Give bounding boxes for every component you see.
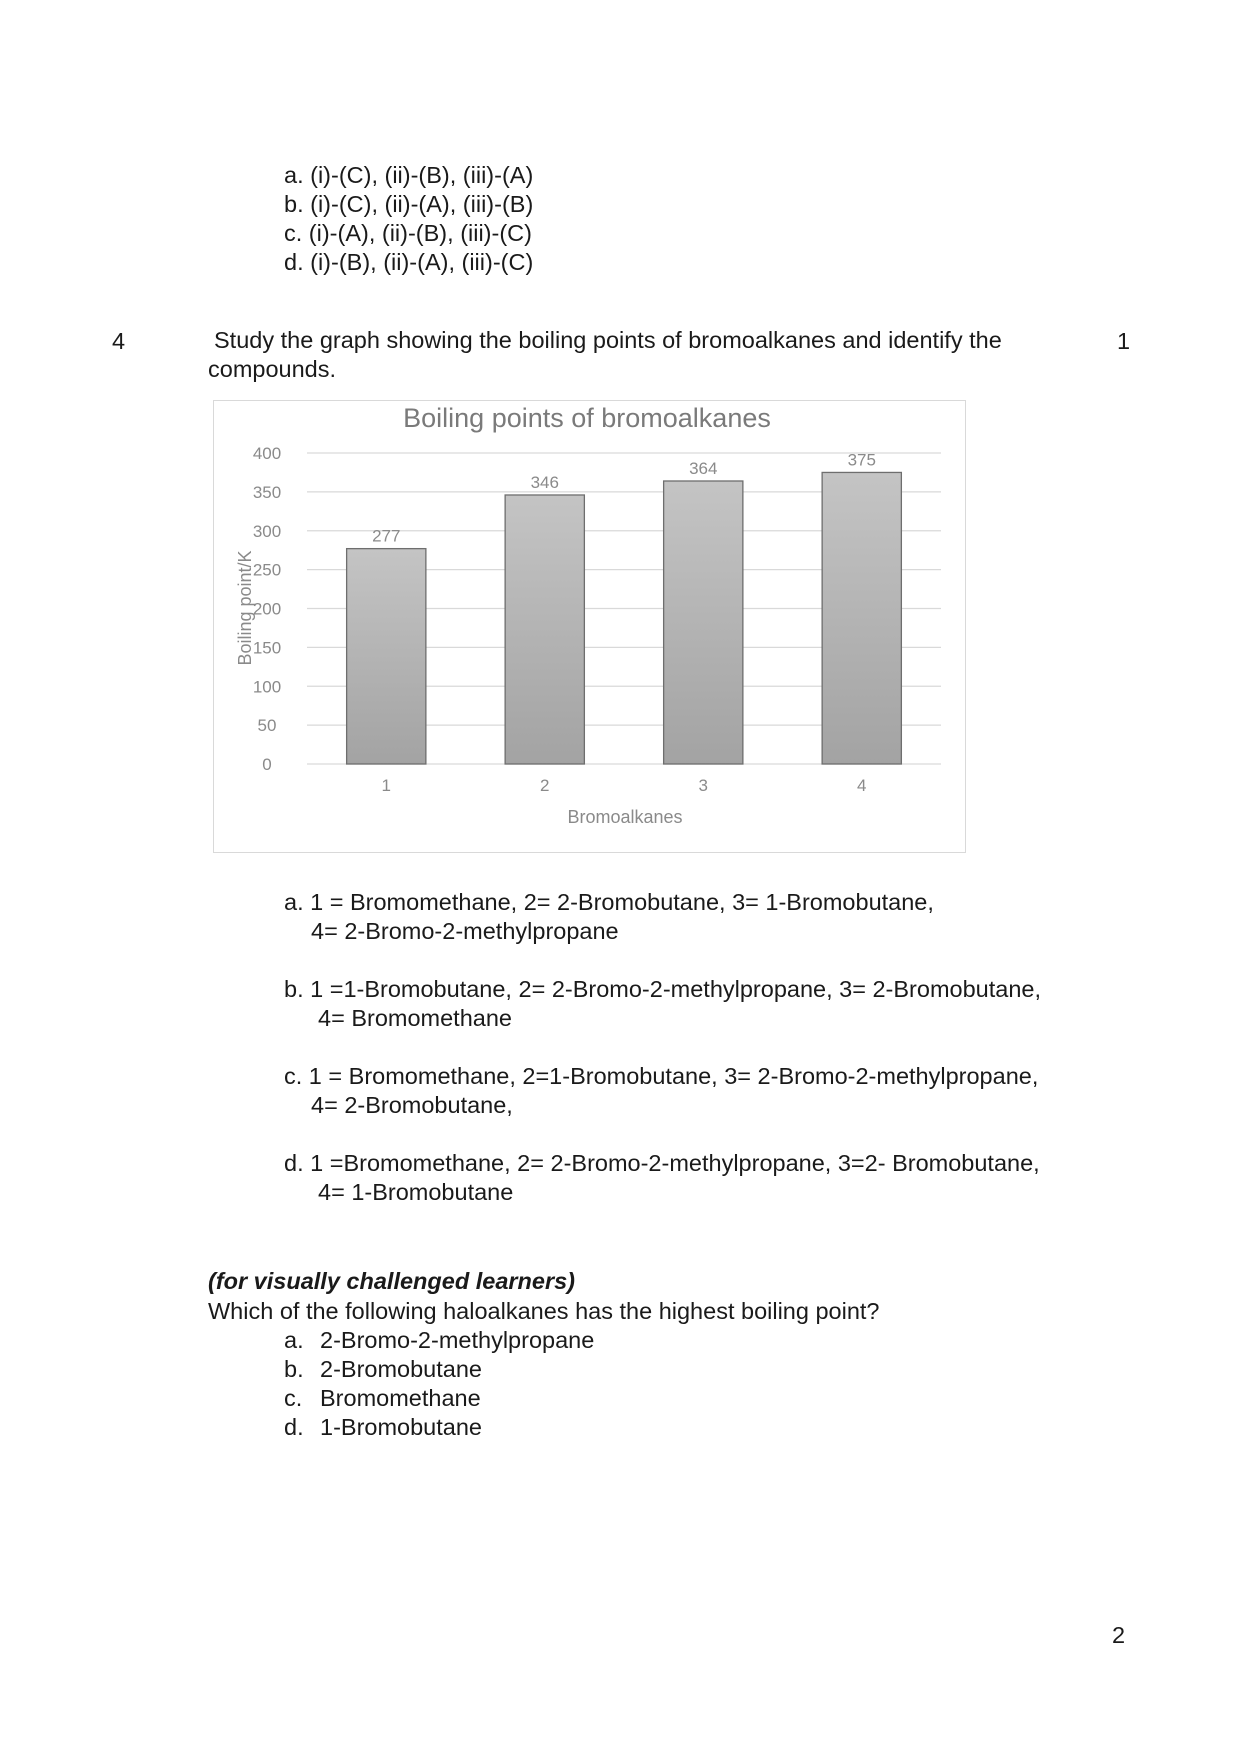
vc-option-letter: a.: [284, 1327, 304, 1353]
chart-bar: [822, 472, 901, 764]
chart-y-tick-label: 300: [252, 521, 282, 541]
vc-option-a: [284, 1326, 594, 1355]
vc-option-text: Bromomethane: [320, 1385, 481, 1411]
option-b-line1: b. 1 =1-Bromobutane, 2= 2-Bromo-2-methylpropane, 3= 2-Bromobutane,: [284, 976, 1042, 1002]
page-number: 2: [1112, 1622, 1126, 1648]
chart-y-tick-label: 200: [252, 599, 282, 619]
chart-data-label: 346: [530, 472, 559, 492]
vc-option-text: 2-Bromobutane: [320, 1356, 482, 1382]
chart-bars: [347, 472, 902, 764]
chart-y-tick-label: 400: [252, 444, 282, 463]
chart-y-tick-label: 100: [252, 677, 282, 697]
chart-y-tick-label: 150: [252, 638, 282, 658]
chart-y-tick-label: 50: [257, 716, 277, 736]
prev-option-d: d. (i)-(B), (ii)-(A), (iii)-(C): [284, 249, 534, 275]
question-marks: 1: [1117, 328, 1131, 354]
question-options: [284, 888, 1184, 1218]
chart-y-ticks: [253, 444, 281, 774]
chart-data-labels: [372, 450, 876, 545]
vc-option-b: [284, 1355, 482, 1384]
chart-x-ticks: [382, 776, 867, 795]
chart-x-tick-label: 3: [698, 776, 708, 795]
chart-y-tick-label: 0: [262, 755, 272, 774]
chart-y-tick-label: 350: [252, 482, 282, 502]
boiling-points-chart: [213, 400, 966, 853]
vc-option-letter: d.: [284, 1414, 304, 1440]
vc-option-d: [284, 1413, 482, 1442]
chart-x-tick-label: 4: [857, 776, 867, 795]
chart-bar: [505, 495, 584, 764]
chart-x-axis-label: Bromoalkanes: [567, 807, 683, 827]
option-a-line2: 4= 2-Bromo-2-methylpropane: [311, 918, 619, 944]
vc-option-c: [284, 1384, 481, 1413]
visually-challenged-question: Which of the following haloalkanes has the highest boiling point?: [208, 1298, 880, 1324]
vc-option-letter: b.: [284, 1356, 304, 1382]
chart-bar: [664, 481, 743, 764]
visually-challenged-options: [284, 1326, 684, 1446]
vc-option-text: 2-Bromo-2-methylpropane: [320, 1327, 595, 1353]
prev-option-b: b. (i)-(C), (ii)-(A), (iii)-(B): [284, 191, 534, 217]
chart-x-tick-label: 2: [540, 776, 550, 795]
visually-challenged-heading: (for visually challenged learners): [208, 1268, 575, 1294]
option-c-line1: c. 1 = Bromomethane, 2=1-Bromobutane, 3= 2-Bromo-2-methylpropane,: [284, 1063, 1039, 1089]
question-text-line1: Study the graph showing the boiling points of bromoalkanes and identify the: [214, 327, 1002, 353]
vc-option-text: 1-Bromobutane: [320, 1414, 482, 1440]
chart-data-label: 364: [689, 458, 718, 478]
option-c-line2: 4= 2-Bromobutane,: [311, 1092, 513, 1118]
prev-question-options: [284, 161, 533, 277]
chart-data-label: 375: [847, 450, 876, 470]
chart-bar: [347, 549, 426, 764]
chart-x-tick-label: 1: [381, 776, 391, 795]
vc-option-letter: c.: [284, 1385, 303, 1411]
option-b-line2: 4= Bromomethane: [318, 1005, 512, 1031]
question-text-line2: compounds.: [208, 356, 337, 382]
chart-y-tick-label: 250: [252, 560, 282, 580]
prev-option-a: a. (i)-(C), (ii)-(B), (iii)-(A): [284, 162, 534, 188]
chart-y-axis-label: Boiling point/K: [235, 550, 255, 666]
chart-data-label: 277: [372, 526, 401, 546]
chart-svg: [214, 401, 967, 854]
option-d-line1: d. 1 =Bromomethane, 2= 2-Bromo-2-methylpropane, 3=2- Bromobutane,: [284, 1150, 1040, 1176]
question-number: 4: [112, 328, 126, 354]
chart-title: Boiling points of bromoalkanes: [403, 403, 771, 433]
prev-option-c: c. (i)-(A), (ii)-(B), (iii)-(C): [284, 220, 532, 246]
option-d-line2: 4= 1-Bromobutane: [318, 1179, 514, 1205]
option-a-line1: a. 1 = Bromomethane, 2= 2-Bromobutane, 3= 1-Bromobutane,: [284, 889, 934, 915]
